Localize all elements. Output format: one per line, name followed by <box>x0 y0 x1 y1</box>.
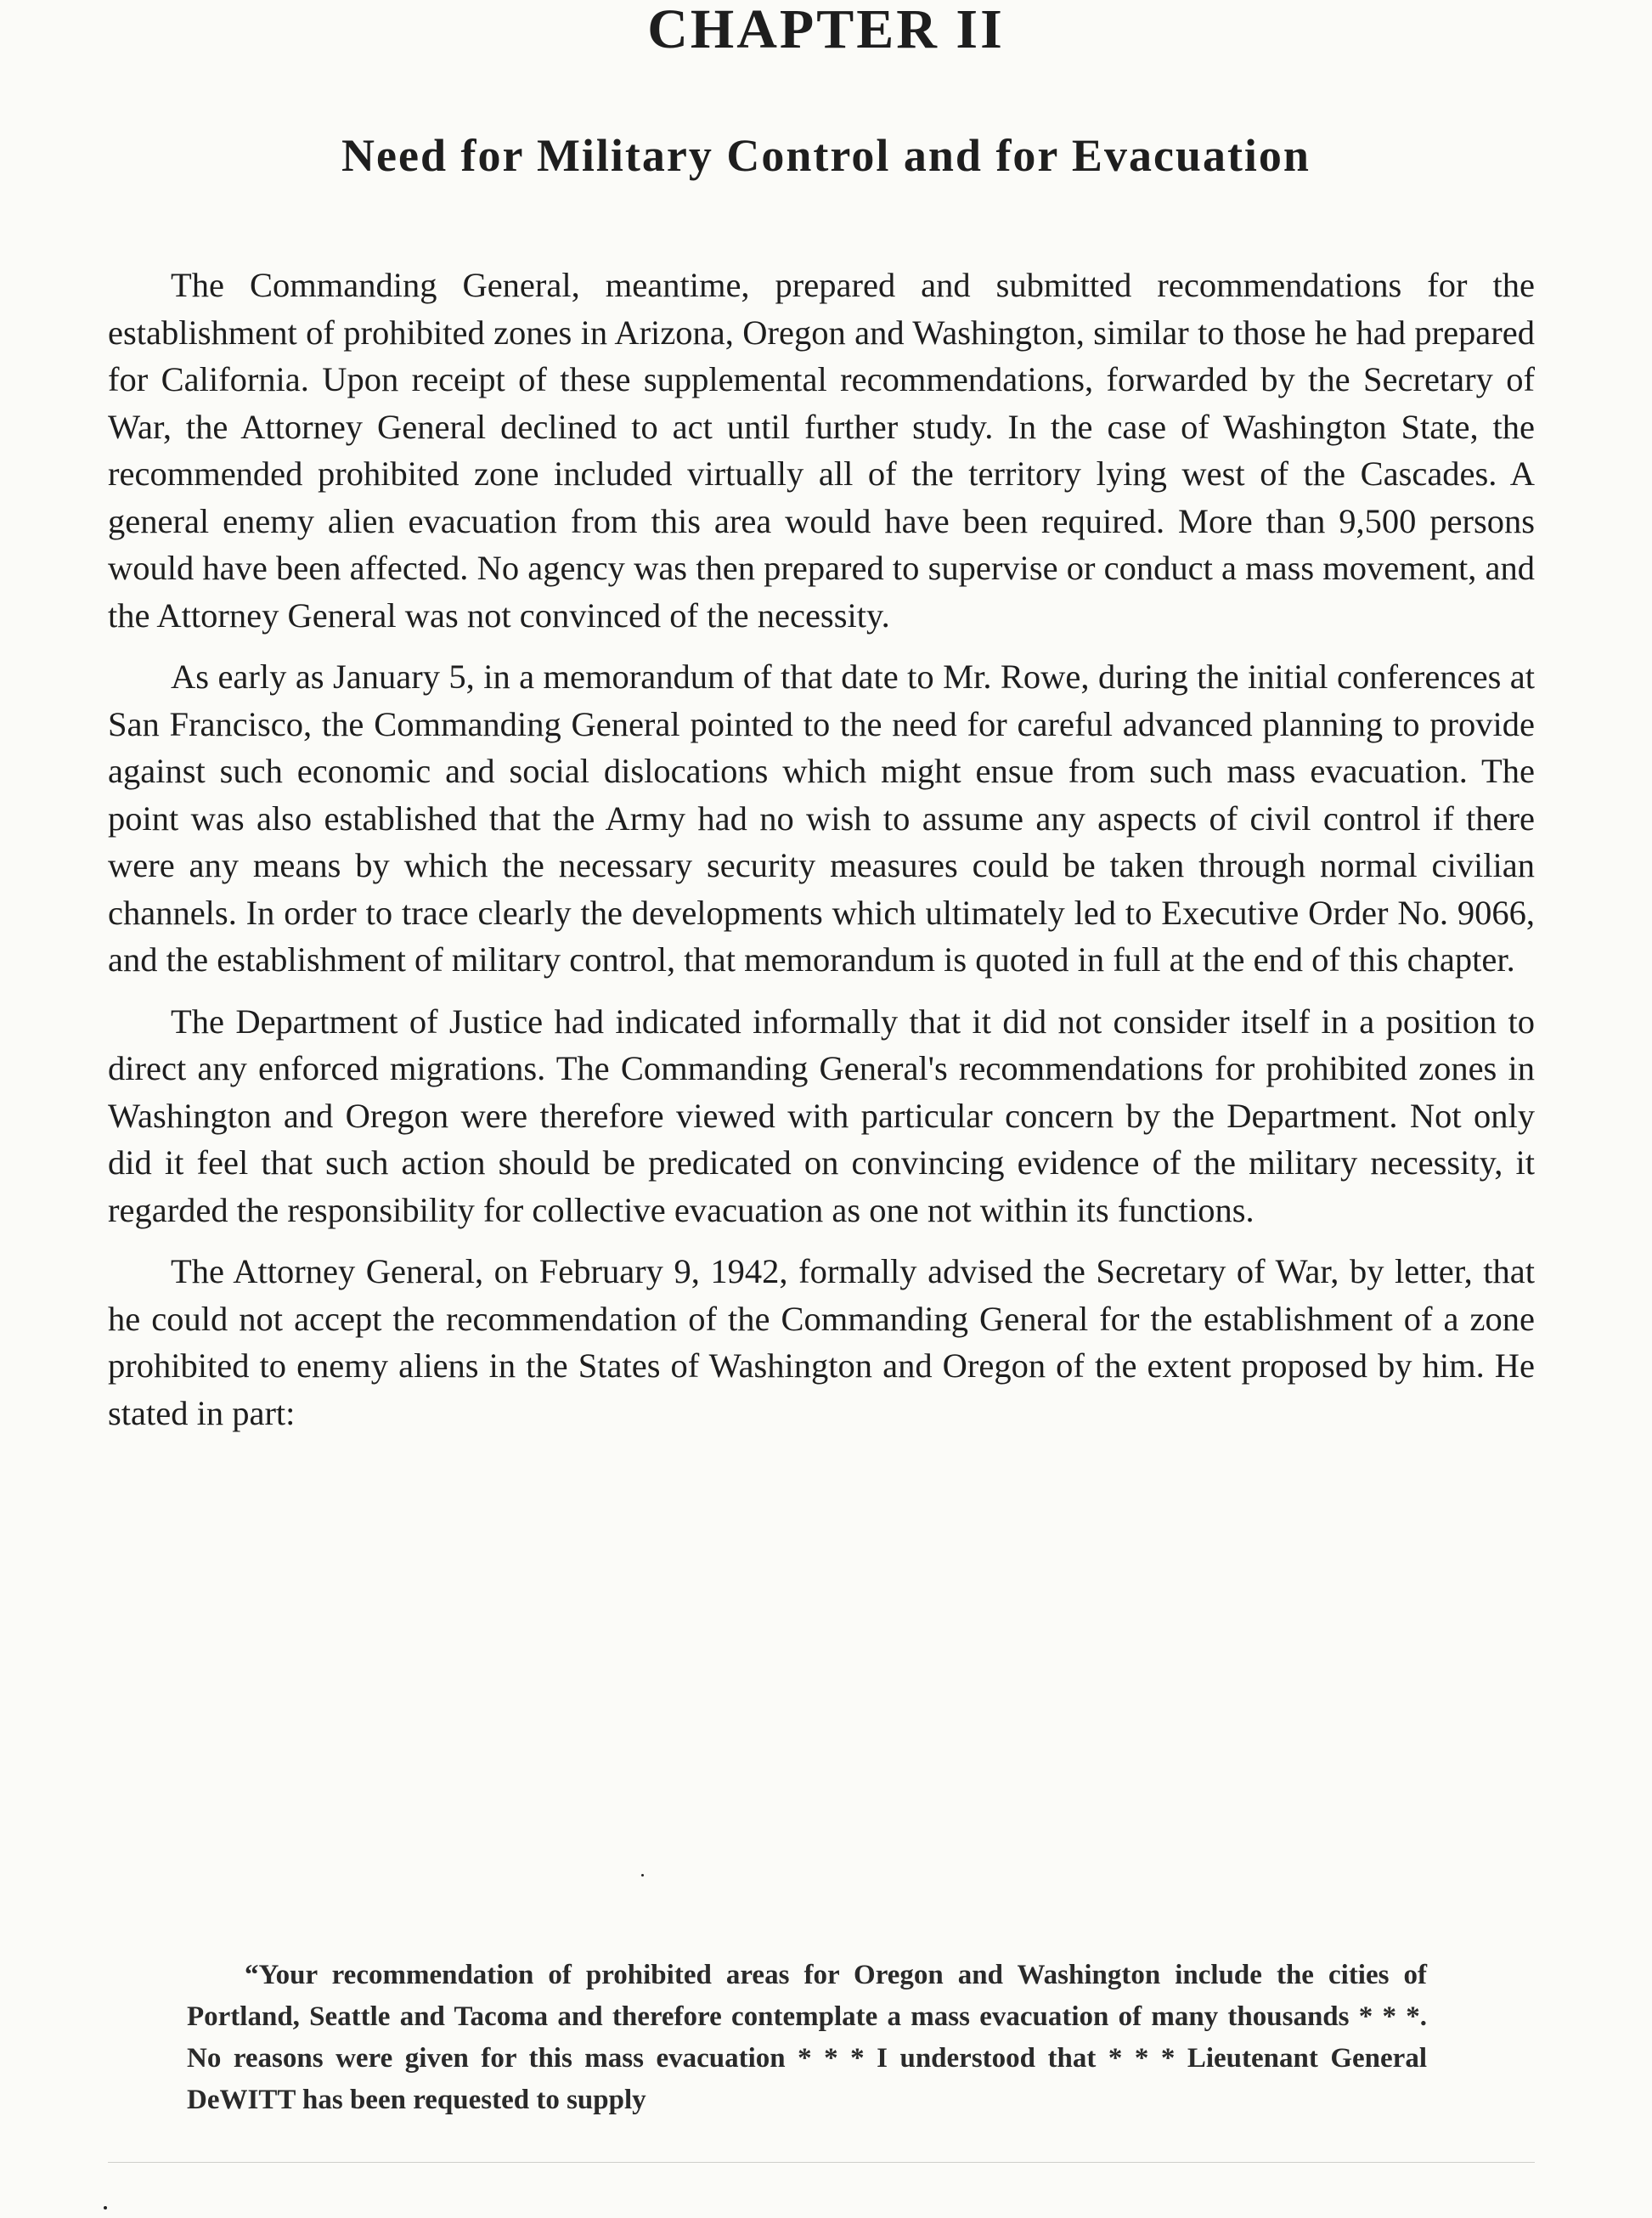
bottom-rule <box>108 2162 1535 2163</box>
ink-speck <box>641 1874 644 1877</box>
block-quote: “Your recommendation of prohibited areas for Oregon and Washington include the cities of Portland, Seattle and Tacoma and therefore contemplate a mass evacuation of many thousands * * *. No reasons were given for this mass evacuation * * * I understood that * * * Lieutenant General DeWITT has been requested to supply <box>187 1960 1427 2115</box>
paragraph-1: The Commanding General, meantime, prepared and submitted recommendations for the establishment of prohibited zones in Arizona, Oregon and Washington, similar to those he had prepared for California. Upon receipt of these supplemental recommendations, forwarded by the Secretary of War, the Attorney General declined to act until further study. In the case of Washington State, the recommended prohibited zone included virtually all of the territory lying west of the Cascades. A general enemy alien evacuation from this area would have been required. More than 9,500 persons would have been affected. No agency was then prepared to supervise or conduct a mass movement, and the Attorney General was not convinced of the necessity. <box>108 266 1535 635</box>
ink-speck <box>104 2206 107 2210</box>
paragraph-4: The Attorney General, on February 9, 1942, formally advised the Secretary of War, by letter, that he could not accept the recommendation of the Commanding General for the establishment of a zone prohibited to enemy aliens in the States of Washington and Oregon of the extent proposed by him. He stated in part: <box>108 1252 1535 1432</box>
paragraph-2: As early as January 5, in a memorandum of that date to Mr. Rowe, during the initial conferences at San Francisco, the Commanding General pointed to the need for careful advanced planning to provide against such economic and social dislocations which might ensue from such mass evacuation. The point was also established that the Army had no wish to assume any aspects of civil control if there were any means by which the necessary security measures could be taken through normal civilian channels. In order to trace clearly the developments which ultimately led to Executive Order No. 9066, and the establishment of military control, that memorandum is quoted in full at the end of this chapter. <box>108 657 1535 979</box>
body-text <box>108 262 1535 1451</box>
chapter-title: Need for Military Control and for Evacuation <box>341 130 1311 181</box>
paragraph-3: The Department of Justice had indicated informally that it did not consider itself in a position to direct any enforced migrations. The Commanding General's recommendations for prohibited zones in Washington and Oregon were therefore viewed with particular concern by the Department. Not only did it feel that such action should be predicated on convincing evidence of the military necessity, it regarded the responsibility for collective evacuation as one not within its functions. <box>108 1002 1535 1229</box>
chapter-label: CHAPTER II <box>647 0 1005 60</box>
